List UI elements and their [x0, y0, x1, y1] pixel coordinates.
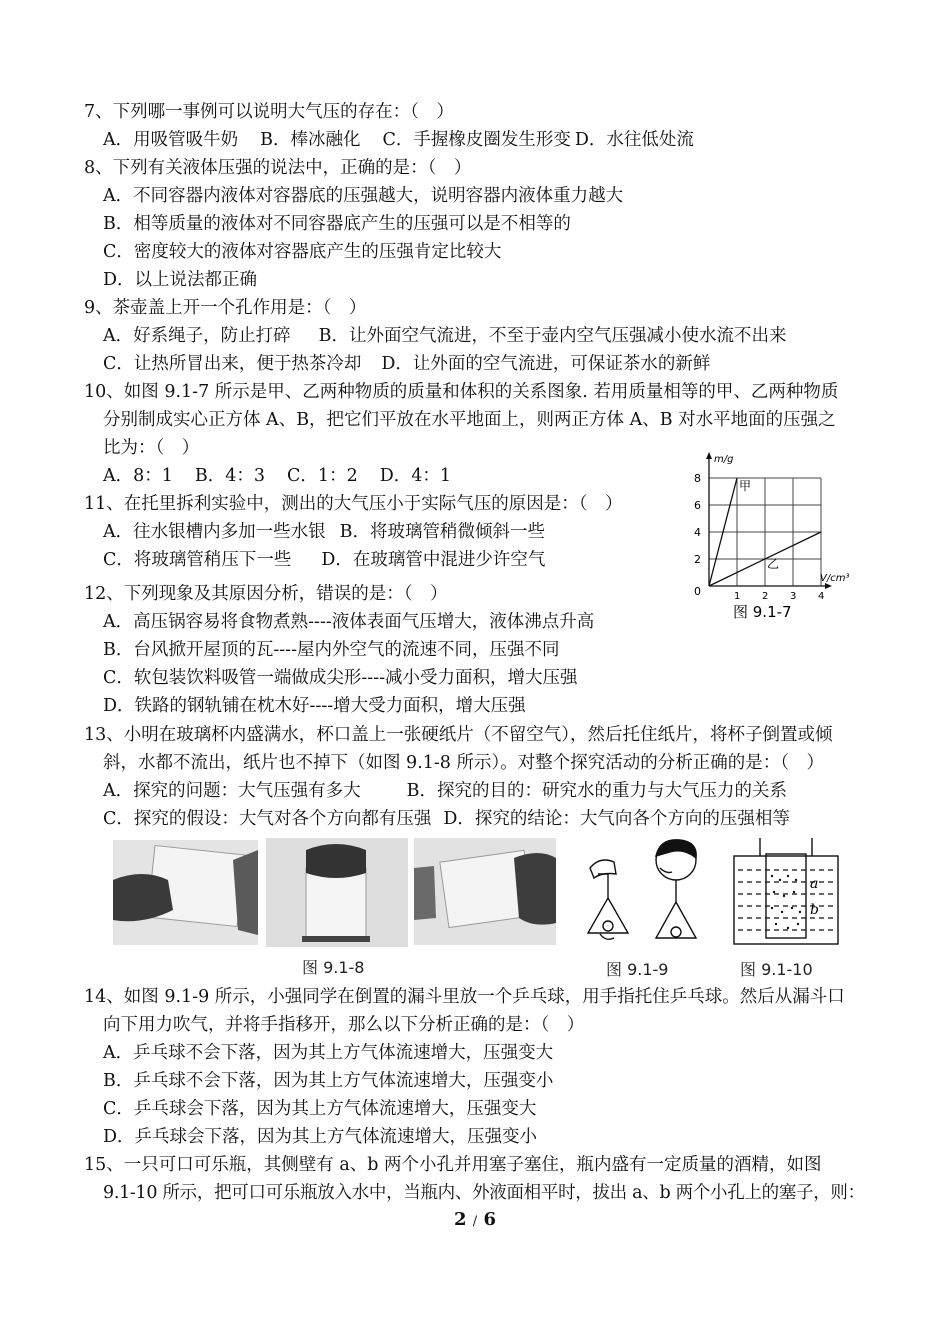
option: A．用吸管吸牛奶 — [103, 130, 239, 150]
question-15-stem-line1: 15、一只可口可乐瓶，其侧壁有 a、b 两个小孔并用塞子塞住，瓶内盛有一定质量的酒精，如图 — [84, 1155, 822, 1175]
y-tick: 8 — [694, 472, 701, 485]
mass-volume-graph — [688, 450, 868, 625]
question-8-option-b: B．相等质量的液体对不同容器底产生的压强可以是不相等的 — [103, 214, 571, 234]
option: A．往水银槽内多加一些水银 — [103, 522, 326, 542]
option: D．在玻璃管中混进少许空气 — [321, 550, 546, 570]
option: C．1：2 — [287, 466, 358, 486]
option: C．探究的假设：大气对各个方向都有压强 — [103, 809, 432, 829]
question-10-options — [103, 465, 473, 487]
question-8-option-d: D．以上说法都正确 — [103, 270, 258, 290]
x-tick: 4 — [818, 591, 825, 602]
x-axis-label: V/cm³ — [820, 573, 850, 584]
figure-9-1-10-caption: 图 9.1-10 — [740, 960, 813, 979]
option: D．探究的结论：大气向各个方向的压强相等 — [443, 809, 790, 829]
option: A．探究的问题：大气压强有多大 — [103, 781, 361, 801]
y-tick: 6 — [694, 499, 701, 512]
question-14-option-a: A．乒乓球不会下落，因为其上方气体流速增大，压强变大 — [103, 1043, 554, 1063]
figure-9-1-8-caption: 图 9.1-8 — [302, 958, 365, 977]
question-7-options — [103, 129, 716, 151]
y-tick: 4 — [694, 526, 701, 539]
series-jia-label: 甲 — [739, 479, 752, 493]
question-11-stem: 11、在托里拆利实验中，测出的大气压小于实际气压的原因是：（ ） — [84, 494, 623, 514]
question-8-option-c: C．密度较大的液体对容器底产生的压强肯定比较大 — [103, 242, 502, 262]
question-10-stem-line3: 比为：（ ） — [103, 438, 200, 458]
photo-tilted-cup-1 — [113, 840, 258, 945]
option: D．4：1 — [379, 466, 452, 486]
option: B．棒冰融化 — [260, 130, 361, 150]
y-axis-label: m/g — [714, 454, 734, 465]
figure-9-1-9-caption: 图 9.1-9 — [606, 960, 669, 979]
question-12-stem: 12、下列现象及其原因分析，错误的是：（ ） — [84, 584, 448, 604]
option: A．好系绳子，防止打碎 — [103, 326, 291, 346]
series-yi-label: 乙 — [767, 557, 780, 571]
question-15-stem-line2: 9.1-10 所示，把可口可乐瓶放入水中，当瓶内、外液面相平时，拔出 a、b 两个小孔上的塞子，则： — [103, 1183, 865, 1203]
option: C．将玻璃管稍压下一些 — [103, 550, 292, 570]
question-12-option-a: A．高压锅容易将食物煮熟----液体表面气压增大，液体沸点升高 — [103, 612, 595, 632]
funnel-ping-pong-illustration — [580, 838, 718, 948]
question-13-options-row1 — [103, 780, 809, 802]
question-12-option-b: B．台风掀开屋顶的瓦----屋内外空气的流速不同，压强不同 — [103, 640, 560, 660]
page-separator: / — [472, 1214, 478, 1229]
y-tick: 2 — [694, 553, 701, 566]
origin-tick: 0 — [694, 585, 701, 598]
option: C．手握橡皮圈发生形变 — [382, 130, 571, 150]
option: B．将玻璃管稍微倾斜一些 — [339, 522, 545, 542]
question-10-stem-line1: 10、如图 9.1-7 所示是甲、乙两种物质的质量和体积的关系图象. 若用质量相等的甲、乙两种物质 — [84, 382, 839, 402]
hole-a-label: a — [810, 876, 819, 892]
question-14-option-b: B．乒乓球不会下落，因为其上方气体流速增大，压强变小 — [103, 1071, 554, 1091]
question-9-options-row1 — [103, 325, 809, 347]
question-9-options-row2 — [103, 353, 732, 375]
question-8-option-a: A．不同容器内液体对容器底的压强越大，说明容器内液体重力越大 — [103, 186, 624, 206]
current-page: 2 — [453, 1209, 467, 1230]
page-number — [0, 1209, 950, 1230]
option: B．让外面空气流进，不至于壶内空气压强减小使水流不出来 — [318, 326, 787, 346]
question-14-option-d: D．乒乓球会下落，因为其上方气体流速增大，压强变小 — [103, 1127, 538, 1147]
total-pages: 6 — [483, 1209, 496, 1230]
x-tick: 2 — [762, 591, 769, 602]
x-tick: 1 — [734, 591, 741, 602]
question-9-stem: 9、茶壶盖上开一个孔作用是：（ ） — [84, 298, 367, 318]
option: D．水往低处流 — [574, 130, 694, 150]
option: B．4：3 — [194, 466, 266, 486]
option: D．让外面的空气流进，可保证茶水的新鲜 — [381, 354, 711, 374]
question-13-stem-line1: 13、小明在玻璃杯内盛满水，杯口盖上一张硬纸片（不留空气），然后托住纸片，将杯子倒置或倾 — [84, 725, 833, 745]
option: C．让热所冒出来，便于热茶冷却 — [103, 354, 362, 374]
photo-tilted-cup-2 — [414, 838, 556, 945]
question-14-stem-line2: 向下用力吹气，并将手指移开，那么以下分析正确的是：（ ） — [103, 1015, 585, 1035]
question-13-options-row2 — [103, 808, 812, 830]
question-8-stem: 8、下列有关液体压强的说法中，正确的是：（ ） — [84, 158, 472, 178]
question-11-options-row2 — [103, 549, 567, 571]
x-tick: 3 — [790, 591, 797, 602]
option: B．探究的目的：研究水的重力与大气压力的关系 — [406, 781, 787, 801]
question-10-stem-line2: 分别制成实心正方体 A、B，把它们平放在水平地面上，则两正方体 A、B 对水平地面的压强之 — [103, 410, 836, 430]
question-14-option-c: C．乒乓球会下落，因为其上方气体流速增大，压强变大 — [103, 1099, 537, 1119]
question-12-option-c: C．软包装饮料吸管一端做成尖形----减小受力面积，增大压强 — [103, 668, 578, 688]
option: A．8：1 — [103, 466, 173, 486]
photo-inverted-cup — [266, 838, 408, 947]
hole-b-label: b — [810, 902, 819, 918]
bottle-in-water-illustration — [730, 836, 842, 948]
question-13-stem-line2: 斜，水都不流出，纸片也不掉下（如图 9.1-8 所示）。对整个探究活动的分析正确的是：（ ） — [103, 753, 825, 773]
question-11-options-row1 — [103, 521, 567, 543]
graph-caption: 图 9.1-7 — [733, 603, 792, 621]
question-12-option-d: D．铁路的钢轨铺在枕木好----增大受力面积，增大压强 — [103, 696, 526, 716]
question-14-stem-line1: 14、如图 9.1-9 所示，小强同学在倒置的漏斗里放一个乒乓球，用手指托住乒乓球。然后从漏斗口 — [84, 987, 845, 1007]
question-7-stem: 7、下列哪一事例可以说明大气压的存在：（ ） — [84, 102, 454, 122]
